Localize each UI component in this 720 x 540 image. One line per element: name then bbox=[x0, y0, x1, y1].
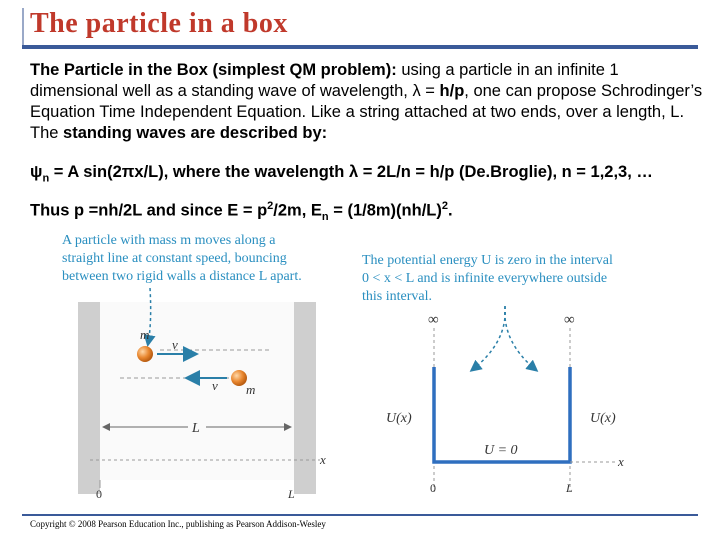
infinity-right: ∞ bbox=[564, 312, 575, 328]
left-axis-x-label: x bbox=[320, 452, 326, 467]
right-tick-0-label: 0 bbox=[430, 481, 436, 495]
psi-subscript: n bbox=[42, 172, 50, 185]
intro-text-1: using a particle in an infinite 1 dimensional well as a standing wave of wavelength, λ = bbox=[30, 61, 619, 100]
left-caption-2: straight line at constant speed, bouncing bbox=[62, 251, 287, 266]
title-rule bbox=[22, 45, 698, 49]
right-axis-x-label: x bbox=[618, 454, 624, 469]
left-tick-L-label: L bbox=[288, 487, 295, 501]
right-tick-L-label: L bbox=[566, 481, 573, 495]
intro-hp: h/p bbox=[439, 82, 465, 100]
copyright-notice: Copyright © 2008 Pearson Education Inc., publishing as Pearson Addison-Wesley bbox=[30, 519, 326, 529]
momentum-part-3: = (1/8m)(nh/L) bbox=[328, 201, 442, 220]
box-interior bbox=[100, 302, 294, 480]
momentum-equation bbox=[30, 196, 720, 228]
mass-label-bottom: m bbox=[246, 382, 256, 397]
intro-tail: standing waves are described by: bbox=[63, 124, 328, 142]
length-label: L bbox=[192, 421, 200, 436]
pointer-arrow-right bbox=[505, 306, 536, 370]
u-label-left: U(x) bbox=[386, 411, 412, 426]
right-panel bbox=[362, 253, 624, 495]
mass-label-top: m bbox=[140, 327, 150, 342]
momentum-sup-1: 2 bbox=[267, 200, 274, 212]
momentum-part-2: /2m, E bbox=[273, 201, 322, 220]
wave-equation bbox=[30, 162, 720, 189]
right-caption-3: this interval. bbox=[362, 289, 432, 304]
page-title: The particle in a box bbox=[30, 8, 288, 39]
intro-text-2: , one can propose Schrodinger’s Equation Time Independent Equation. Like a string attached at two ends, over a length, L. The bbox=[30, 82, 703, 142]
momentum-part-4: . bbox=[447, 201, 453, 220]
right-caption-1: The potential energy U is zero in the interval bbox=[362, 253, 613, 268]
footer-rule bbox=[22, 514, 698, 516]
particle-box-figure bbox=[60, 232, 700, 512]
right-caption-2: 0 < x < L and is infinite everywhere outside bbox=[362, 271, 608, 286]
left-panel bbox=[62, 233, 326, 501]
intro-paragraph bbox=[30, 60, 710, 144]
pointer-arrow-left bbox=[472, 306, 505, 370]
left-caption-1: A particle with mass m moves along a bbox=[62, 233, 276, 248]
infinity-left: ∞ bbox=[428, 312, 439, 328]
u-label-right: U(x) bbox=[590, 411, 616, 426]
left-wall bbox=[78, 302, 100, 494]
title-accent-line bbox=[22, 8, 24, 48]
left-caption-3: between two rigid walls a distance L apart. bbox=[62, 269, 302, 284]
u-zero-label: U = 0 bbox=[484, 443, 518, 458]
velocity-label-top: v bbox=[172, 337, 178, 352]
particle-top bbox=[137, 346, 153, 362]
momentum-sup-2: 2 bbox=[441, 200, 448, 212]
particle-bottom bbox=[231, 370, 247, 386]
energy-subscript: n bbox=[321, 210, 329, 223]
psi-symbol: ψ bbox=[30, 163, 43, 181]
momentum-part-1: Thus p =nh/2L and since E = p bbox=[30, 201, 268, 220]
right-wall bbox=[294, 302, 316, 494]
intro-lead: The Particle in the Box (simplest QM problem): bbox=[30, 61, 397, 79]
left-tick-0-label: 0 bbox=[96, 487, 102, 501]
wave-equation-text: = A sin(2πx/L), where the wavelength λ = 2L/n = h/p (De.Broglie), n = 1,2,3, … bbox=[49, 163, 653, 181]
velocity-label-bottom: v bbox=[212, 378, 218, 393]
